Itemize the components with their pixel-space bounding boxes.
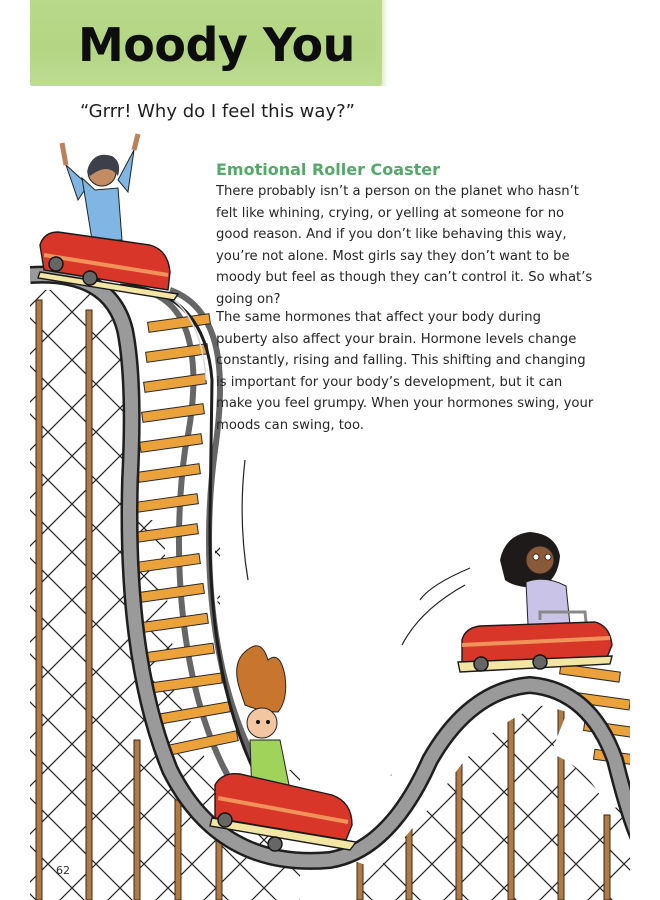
body-paragraph-2: The same hormones that affect your body during puberty also affect your brain. Hormone levels change constantly, rising and falling. This shifting and changing is important for your body’s development, but it can make you feel grumpy. When your hormones swing, your moods can swing, too. — [216, 310, 594, 433]
car-right — [458, 622, 612, 672]
motion-lines — [242, 460, 470, 645]
rider-happy-girl — [62, 134, 138, 240]
page-quote: “Grrr! Why do I feel this way?” — [80, 101, 355, 122]
section-heading: Emotional Roller Coaster — [216, 160, 440, 179]
page-number: 62 — [56, 864, 70, 877]
page-title: Moody You — [78, 18, 355, 72]
rider-calm-girl — [500, 532, 586, 625]
body-paragraph-1: There probably isn’t a person on the planet who hasn’t felt like whining, crying, or yelling at someone for no good reason. And if you don’t like behaving this way, you’re not alone. Most girls say they don’t want to be moody but feel as though they can’t control it. So what’s going on? — [216, 184, 593, 307]
